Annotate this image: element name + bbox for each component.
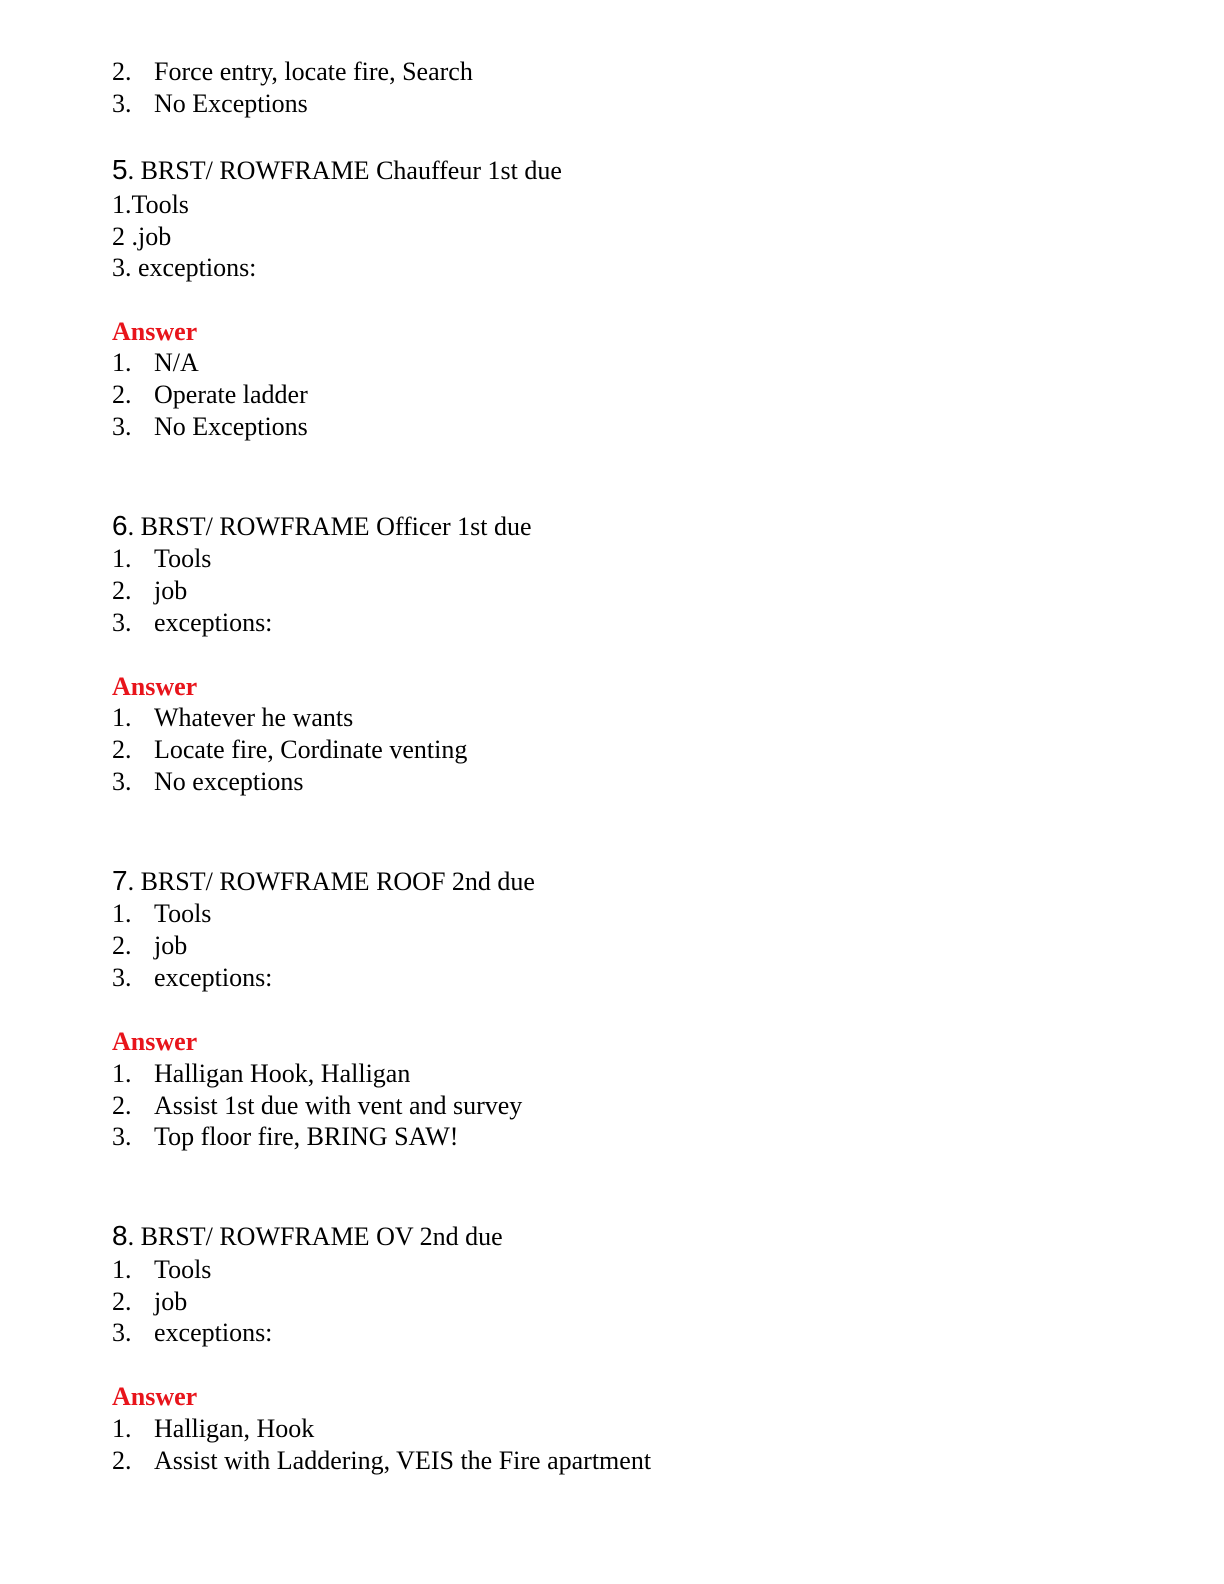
answer-item: 2. Locate fire, Cordinate venting	[112, 735, 468, 764]
answer-label: Answer	[112, 1382, 198, 1411]
list-item: 1. Tools	[112, 544, 212, 573]
answer-label: Answer	[112, 317, 198, 346]
list-item: 2 .job	[112, 222, 172, 251]
answer-item: 3. No Exceptions	[112, 412, 308, 441]
answer-item: 2. Assist with Laddering, VEIS the Fire apartment	[112, 1446, 652, 1475]
answer-item: 2. Operate ladder	[112, 380, 308, 409]
question-heading: 7. BRST/ ROWFRAME ROOF 2nd due	[112, 865, 535, 896]
list-item: 1. Tools	[112, 1255, 212, 1284]
answer-item: 1. Whatever he wants	[112, 703, 354, 732]
answer-item: 3. No exceptions	[112, 767, 304, 796]
answer-item: 3. Top floor fire, BRING SAW!	[112, 1122, 459, 1151]
list-item: 3. exceptions:	[112, 608, 273, 637]
list-item: 3. No Exceptions	[112, 89, 308, 118]
list-item: 3. exceptions:	[112, 1318, 273, 1347]
question-heading: 8. BRST/ ROWFRAME OV 2nd due	[112, 1220, 503, 1251]
answer-label: Answer	[112, 1027, 198, 1056]
list-item: 2. job	[112, 576, 188, 605]
answer-item: 1. Halligan, Hook	[112, 1414, 315, 1443]
list-item: 2. job	[112, 931, 188, 960]
answer-item: 1. Halligan Hook, Halligan	[112, 1059, 411, 1088]
answer-item: 1. N/A	[112, 348, 199, 377]
list-item: 2. job	[112, 1287, 188, 1316]
answer-item: 2. Assist 1st due with vent and survey	[112, 1091, 523, 1120]
list-item: 3. exceptions:	[112, 253, 257, 282]
list-item: 1.Tools	[112, 190, 189, 219]
question-heading: 5. BRST/ ROWFRAME Chauffeur 1st due	[112, 154, 562, 185]
list-item: 1. Tools	[112, 899, 212, 928]
list-item: 3. exceptions:	[112, 963, 273, 992]
question-heading: 6. BRST/ ROWFRAME Officer 1st due	[112, 510, 532, 541]
list-item: 2. Force entry, locate fire, Search	[112, 57, 473, 86]
answer-label: Answer	[112, 672, 198, 701]
